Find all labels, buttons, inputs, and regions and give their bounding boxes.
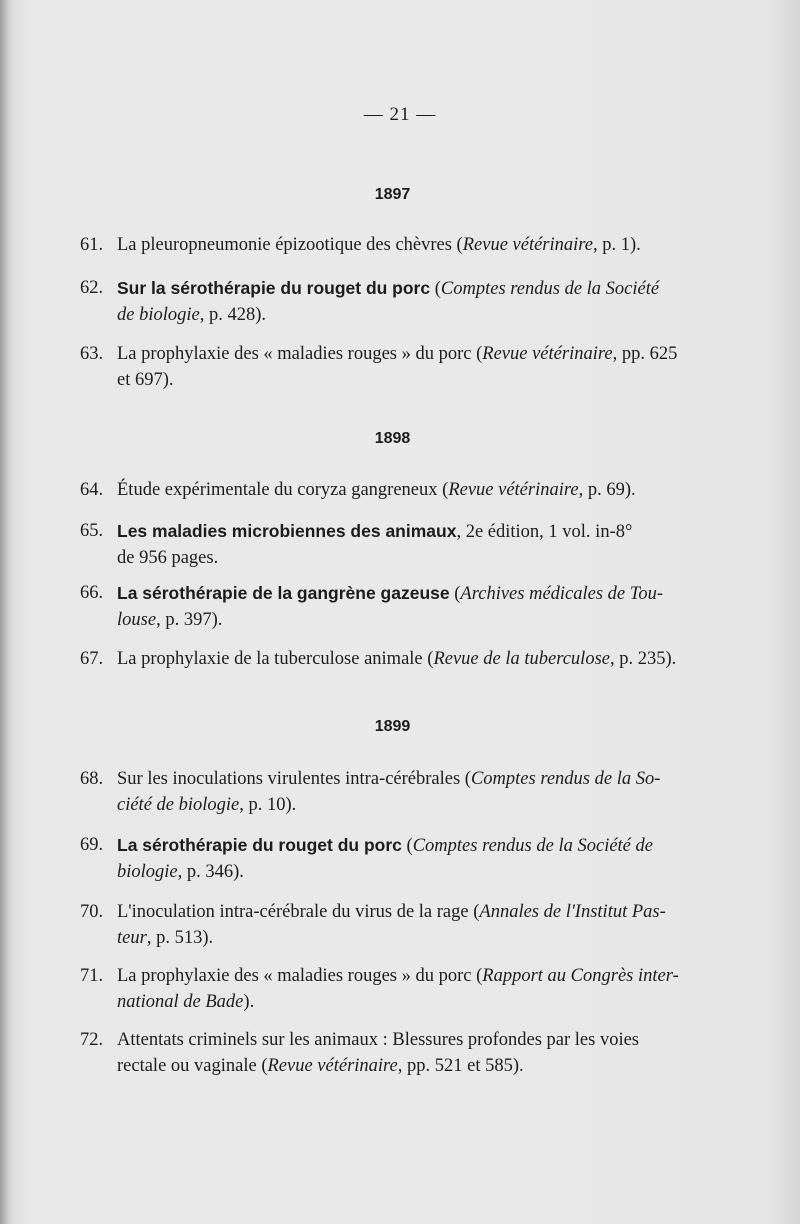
entry-text: , pp. 625 [612, 344, 678, 364]
entry-text: , p. 10). [239, 795, 297, 815]
entry-text: , p. 346). [177, 862, 244, 882]
entry-text: , p. 397). [156, 610, 223, 630]
entry-text: ). [243, 992, 255, 1012]
page-edge-shadow [0, 0, 14, 1224]
entry-text: , p. 428). [199, 305, 267, 325]
entry-source: national de Bade [117, 992, 244, 1012]
entry-text: , pp. 521 et 585). [397, 1056, 524, 1076]
year-heading-1899: 1899 [374, 718, 411, 735]
bibliography-entry-67 [80, 646, 710, 672]
entry-number: 70. [80, 902, 104, 922]
entry-title-bold: La sérothérapie de la gangrène gazeuse [117, 583, 450, 603]
entry-source: Rapport au Congrès inter- [482, 966, 679, 986]
entry-source: Revue vétérinaire [448, 480, 579, 500]
year-heading-1897: 1897 [374, 186, 411, 203]
entry-number: 62. [80, 278, 104, 298]
entry-number: 61. [80, 235, 104, 255]
entry-number: 63. [80, 344, 104, 364]
entry-text: , 2e édition, 1 vol. in-8° [456, 522, 633, 542]
entry-text: , p. 69). [578, 480, 636, 500]
entry-source: Comptes rendus de la So- [470, 769, 661, 789]
entry-source: biologie [117, 862, 178, 882]
bibliography-entry-70 [80, 899, 710, 951]
entry-title-bold: Les maladies microbiennes des animaux [117, 521, 457, 541]
bibliography-entry-66 [80, 580, 710, 633]
entry-number: 71. [80, 966, 104, 986]
entry-source: louse [117, 610, 157, 630]
entry-text: ( [430, 279, 441, 299]
entry-text: et 697). [117, 370, 174, 390]
entry-text: La pleuropneumonie épizootique des chèvres ( [117, 235, 463, 255]
entry-text: L'inoculation intra-cérébrale du virus de la rage ( [117, 902, 480, 922]
entry-text: La prophylaxie des « maladies rouges » du porc ( [117, 344, 483, 364]
entry-title-bold: La sérothérapie du rouget du porc [117, 835, 402, 855]
bibliography-entry-72 [80, 1027, 710, 1079]
bibliography-entry-61 [80, 232, 710, 258]
entry-source: Comptes rendus de la Société de [412, 836, 653, 856]
entry-text: , p. 1). [593, 235, 641, 255]
entry-source: Revue vétérinaire [482, 344, 613, 364]
bibliography-entry-69 [80, 832, 710, 885]
entry-text: Sur les inoculations virulentes intra-cérébrales ( [117, 769, 471, 789]
entry-text: de 956 pages. [117, 548, 219, 568]
bibliography-entry-64 [80, 477, 710, 503]
bibliography-entry-68 [80, 766, 710, 818]
entry-text: ( [401, 836, 413, 856]
entry-source: Revue vétérinaire [267, 1056, 398, 1076]
entry-text: Étude expérimentale du coryza gangreneux ( [117, 480, 449, 500]
entry-source: teur [117, 928, 147, 948]
entry-source: de biologie [117, 305, 200, 325]
entry-text: , p. 513). [146, 928, 214, 948]
page-number: — 21 — [363, 104, 437, 125]
entry-number: 67. [80, 649, 104, 669]
year-heading-1898: 1898 [374, 430, 411, 447]
entry-title-bold: Sur la sérothérapie du rouget du porc [117, 278, 431, 298]
entry-source: Annales de l'Institut Pas- [479, 902, 666, 922]
bibliography-entry-62 [80, 275, 710, 328]
entry-number: 66. [80, 583, 104, 603]
entry-source: Revue de la tuberculose [433, 649, 610, 669]
entry-source: ciété de biologie [117, 795, 240, 815]
bibliography-entry-71 [80, 963, 710, 1015]
entry-text: La prophylaxie des « maladies rouges » du porc ( [117, 966, 483, 986]
entry-number: 65. [80, 521, 104, 541]
entry-text: ( [449, 584, 461, 604]
entry-text: La prophylaxie de la tuberculose animale ( [117, 649, 434, 669]
entry-text: Attentats criminels sur les animaux : Blessures profondes par les voies [117, 1030, 640, 1050]
entry-source: Archives médicales de Tou- [460, 584, 664, 604]
entry-source: Revue vétérinaire [462, 235, 594, 255]
entry-number: 69. [80, 835, 104, 855]
entry-source: Comptes rendus de la Société [440, 279, 660, 299]
entry-number: 68. [80, 769, 104, 789]
entry-text: , p. 235). [609, 649, 677, 669]
entry-number: 72. [80, 1030, 104, 1050]
bibliography-entry-65 [80, 518, 710, 571]
entry-number: 64. [80, 480, 104, 500]
bibliography-entry-63 [80, 341, 710, 393]
entry-text: rectale ou vaginale ( [117, 1056, 268, 1076]
